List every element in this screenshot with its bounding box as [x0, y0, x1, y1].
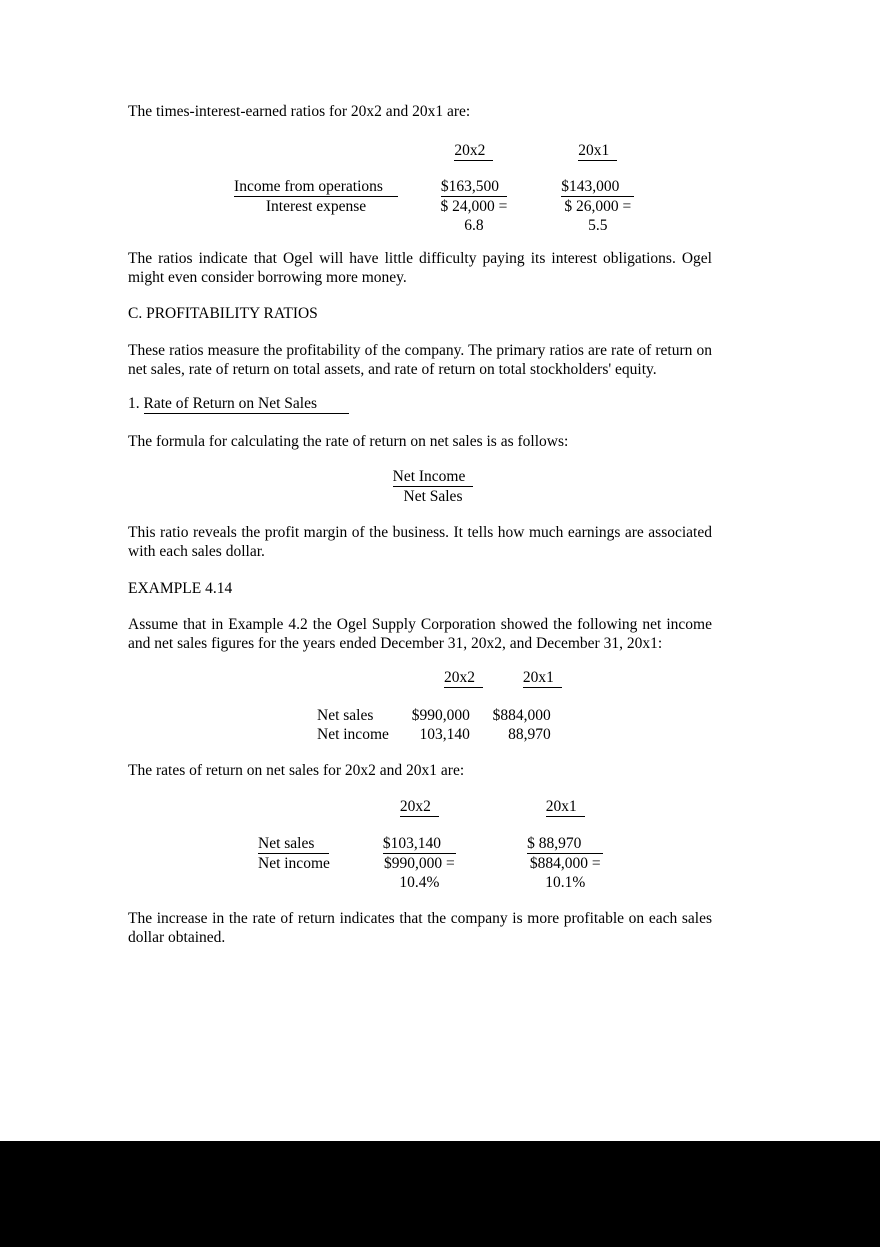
- formula-denominator: Net Sales: [403, 488, 463, 505]
- exhibit-rates-of-return: [128, 797, 712, 892]
- tie-column-header-20x2: 20x2: [454, 141, 493, 161]
- paragraph-conclusion: The increase in the rate of return indicates that the company is more profitable on each sales dollar obtained.: [128, 910, 712, 946]
- tie-denominator-20x2: $ 24,000 =: [440, 198, 508, 215]
- heading-example-4-14: EXAMPLE 4.14: [128, 580, 233, 597]
- rates-result-20x1: 10.1%: [545, 874, 586, 891]
- tie-denominator-label: Interest expense: [265, 198, 367, 215]
- heading-number: 1.: [128, 395, 140, 412]
- tie-numerator-20x1: $143,000: [561, 177, 634, 197]
- figures-net-sales-20x2: $990,000: [411, 707, 470, 724]
- exhibit-sales-income-figures: [128, 668, 712, 744]
- rates-numerator-20x1: $ 88,970: [527, 834, 603, 854]
- rates-numerator-label: Net sales: [258, 834, 329, 854]
- rates-denominator-20x2: $990,000 =: [384, 855, 455, 872]
- exhibit-times-interest-earned: [128, 141, 712, 235]
- figures-net-income-20x2: 103,140: [419, 726, 470, 743]
- figures-label-net-sales: Net sales: [317, 707, 374, 724]
- tie-header-row: [128, 141, 712, 161]
- heading-rate-of-return-on-net-sales: [128, 394, 712, 414]
- bottom-black-bar: [0, 1141, 880, 1247]
- rates-denominator-label: Net income: [258, 855, 330, 872]
- tie-result-20x1: 5.5: [588, 217, 608, 234]
- rates-numerator-row: [128, 834, 712, 854]
- paragraph-rates-intro: The rates of return on net sales for 20x2 and 20x1 are:: [128, 762, 465, 779]
- paragraph-times-interest-intro: The times-interest-earned ratios for 20x2 and 20x1 are:: [128, 103, 471, 120]
- paragraph-formula-intro: The formula for calculating the rate of return on net sales is as follows:: [128, 433, 569, 450]
- formula-rate-of-return: [128, 467, 712, 506]
- rates-result-20x2: 10.4%: [399, 874, 440, 891]
- tie-denominator-row: [128, 197, 712, 216]
- paragraph-times-interest-comment: The ratios indicate that Ogel will have little difficulty paying its interest obligations. Ogel might even consider borrowing more money.: [128, 250, 712, 286]
- rates-denominator-20x1: $884,000 =: [529, 855, 601, 872]
- figures-row-net-income: [128, 725, 712, 744]
- tie-denominator-20x1: $ 26,000 =: [564, 198, 632, 215]
- heading-profitability-ratios: C. PROFITABILITY RATIOS: [128, 305, 318, 322]
- heading-title: Rate of Return on Net Sales: [144, 394, 349, 414]
- rates-column-header-20x2: 20x2: [400, 797, 439, 817]
- rates-header-row: [128, 797, 712, 817]
- paragraph-profitability-description: These ratios measure the profitability of the company. The primary ratios are rate of return on net sales, rate of return on total assets, and rate of return on total stockholders' equity.: [128, 342, 712, 378]
- tie-column-header-20x1: 20x1: [578, 141, 617, 161]
- tie-numerator-label: Income from operations: [234, 177, 398, 197]
- tie-result-row: [128, 216, 712, 235]
- tie-numerator-20x2: $163,500: [441, 177, 507, 197]
- figures-column-header-20x1: 20x1: [523, 668, 562, 688]
- figures-net-income-20x1: 88,970: [508, 726, 551, 743]
- figures-column-header-20x2: 20x2: [444, 668, 483, 688]
- paragraph-ratio-meaning: This ratio reveals the profit margin of the business. It tells how much earnings are associated with each sales dollar.: [128, 524, 712, 560]
- rates-column-header-20x1: 20x1: [546, 797, 585, 817]
- tie-result-20x2: 6.8: [464, 217, 484, 234]
- paragraph-example-setup: Assume that in Example 4.2 the Ogel Supply Corporation showed the following net income and net sales figures for the years ended December 31, 20x2, and December 31, 20x1:: [128, 616, 712, 652]
- figures-row-net-sales: [128, 706, 712, 725]
- rates-result-row: [128, 873, 712, 892]
- figures-header-row: [128, 668, 712, 688]
- rates-denominator-row: [128, 854, 712, 873]
- document-page: [128, 0, 712, 947]
- figures-label-net-income: Net income: [317, 726, 389, 743]
- tie-numerator-row: [128, 177, 712, 197]
- rates-numerator-20x2: $103,140: [383, 834, 456, 854]
- figures-net-sales-20x1: $884,000: [492, 707, 551, 724]
- formula-numerator: Net Income: [393, 467, 474, 487]
